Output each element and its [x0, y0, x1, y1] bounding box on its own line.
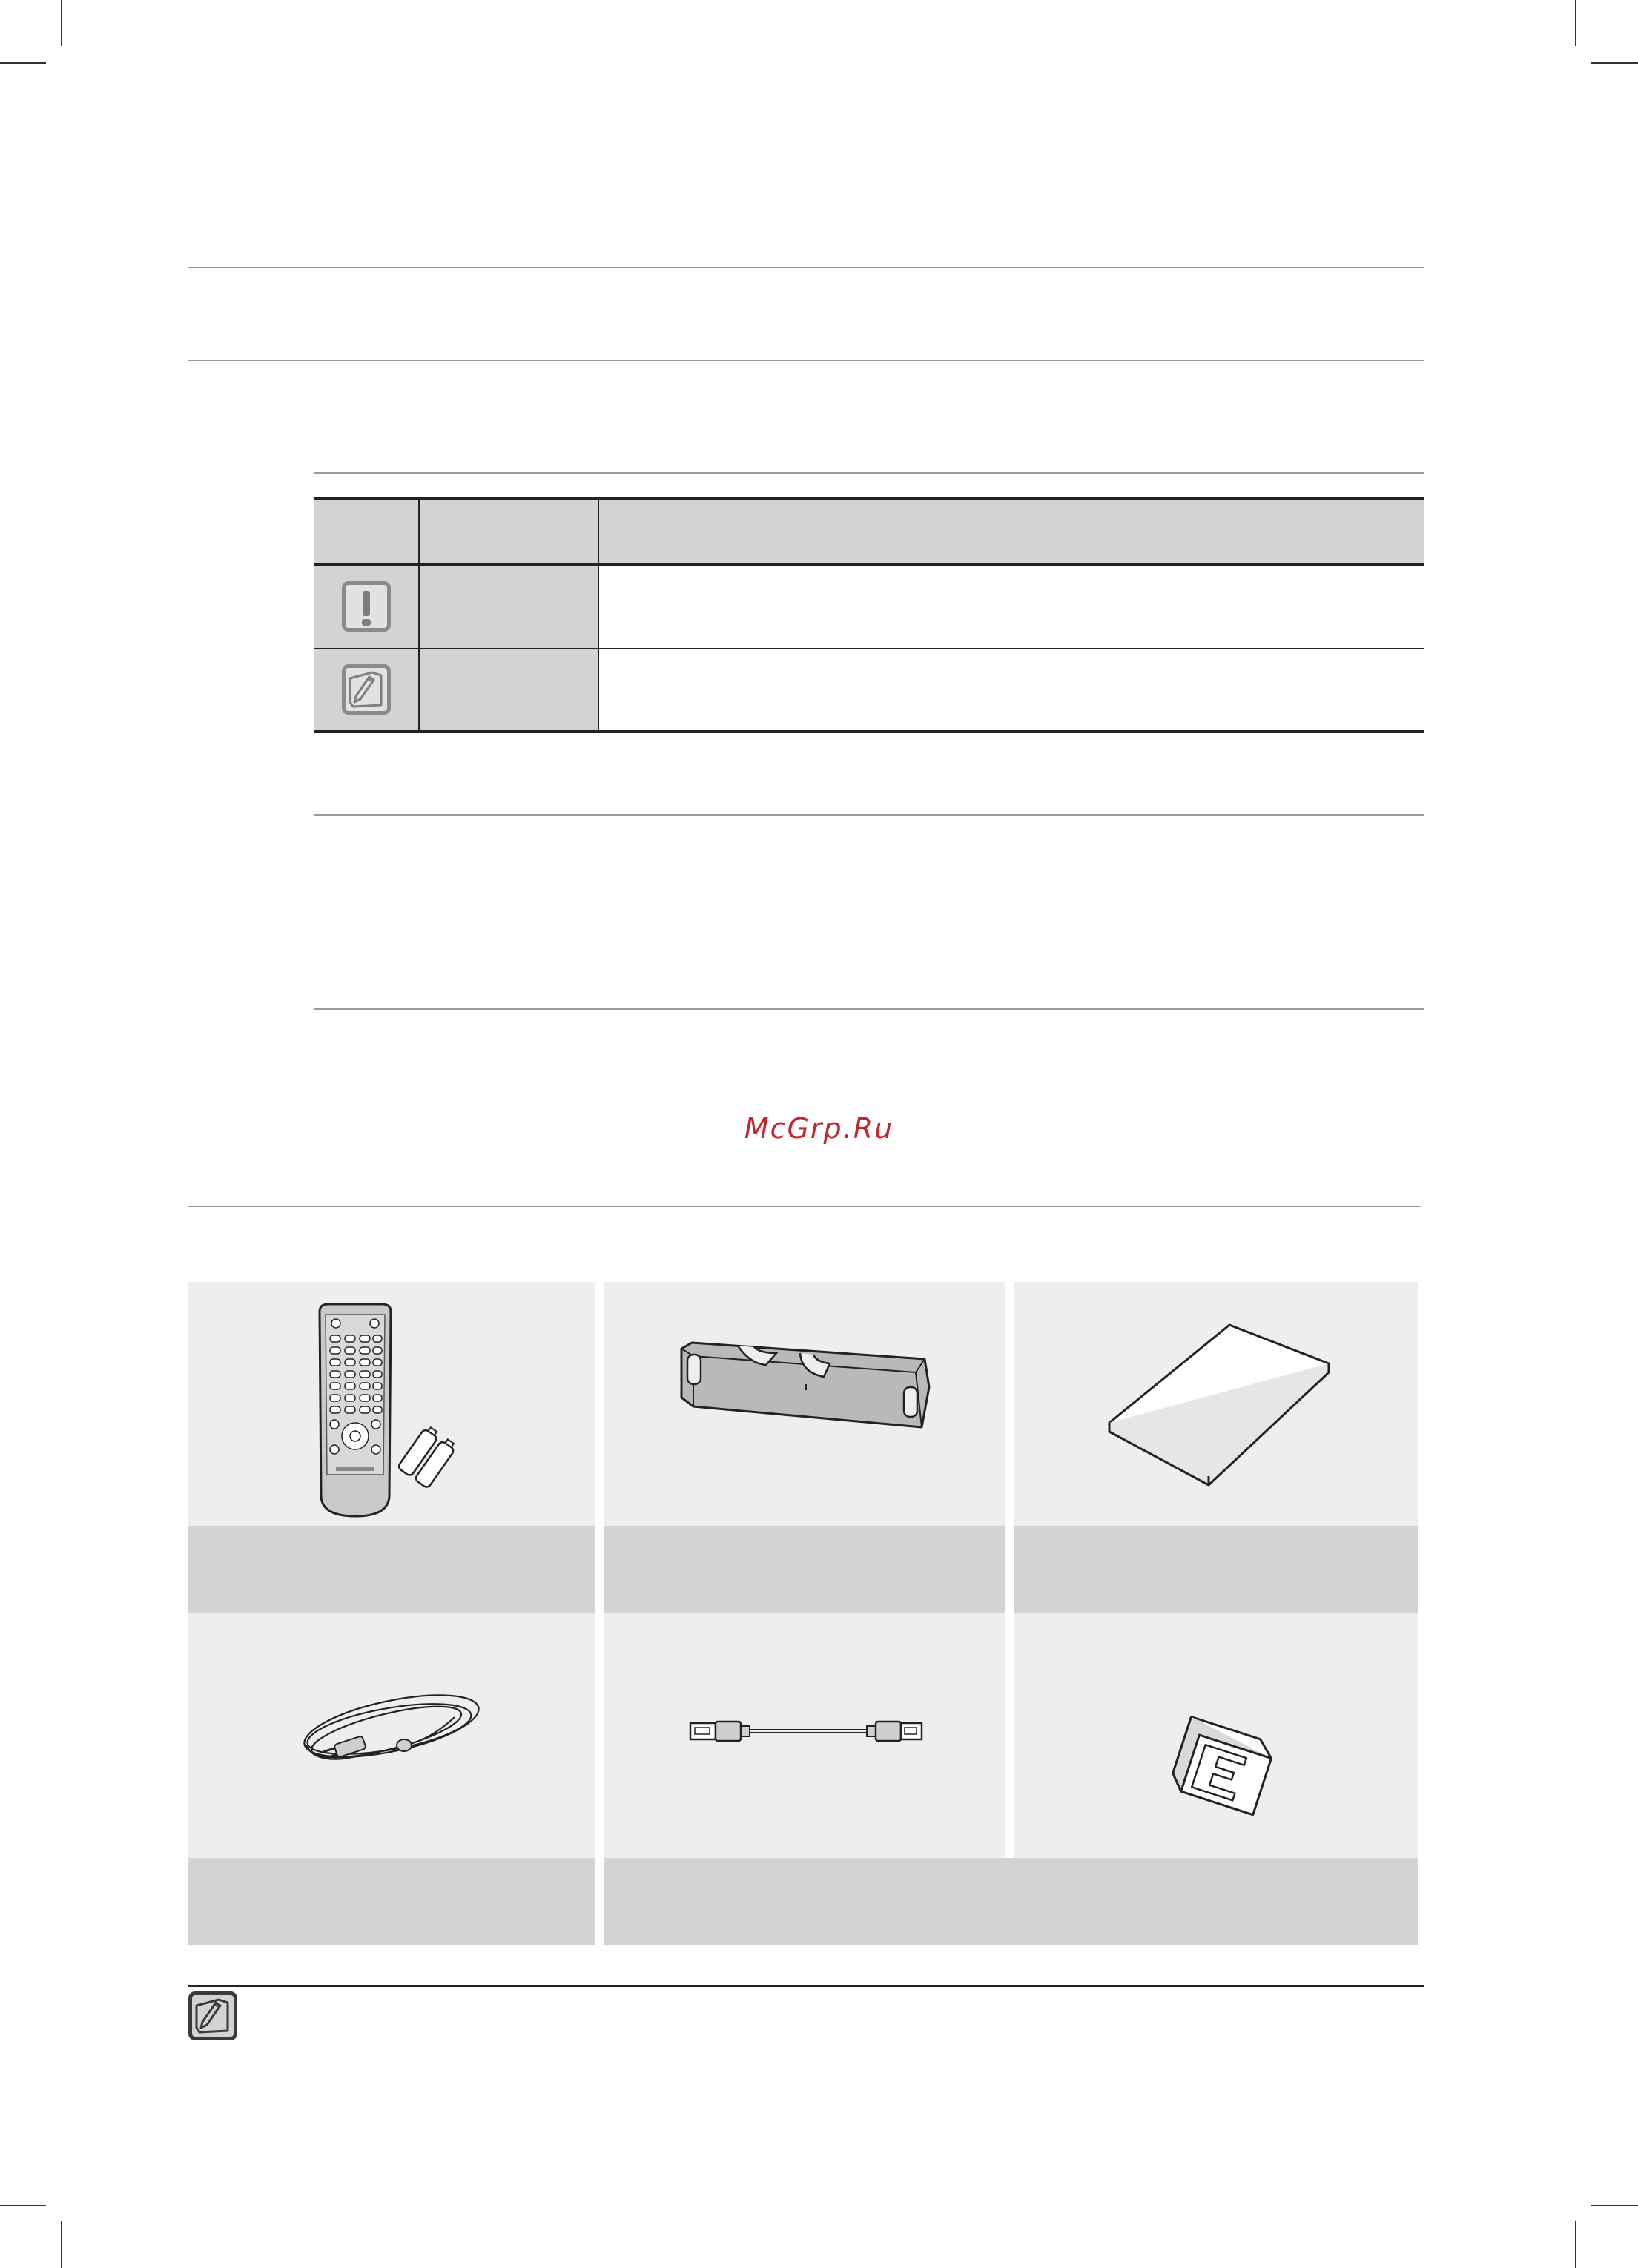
components-rule	[188, 1206, 1421, 1207]
watermark-text: McGrp.Ru	[744, 1112, 894, 1145]
table-header-row	[314, 500, 1424, 565]
component-label-bracket	[604, 1526, 1005, 1613]
header-rule-top	[188, 267, 1424, 268]
component-manual-cell	[1014, 1282, 1418, 1526]
component-remote-cell	[188, 1282, 595, 1526]
table-term-column	[420, 565, 598, 730]
component-ferrite-cell	[1014, 1613, 1418, 1858]
crop-mark	[1591, 62, 1638, 64]
section-rule	[314, 814, 1424, 816]
power-cord-icon	[188, 1613, 595, 1858]
table-header-separator	[314, 563, 1424, 566]
note-rule	[188, 1985, 1424, 1987]
component-label-usb-ferrite	[604, 1858, 1418, 1945]
crop-mark	[0, 2205, 46, 2206]
component-bracket-cell	[604, 1282, 1005, 1526]
crop-mark	[1591, 2205, 1638, 2206]
crop-mark	[61, 0, 62, 46]
table-divider	[598, 500, 599, 730]
user-manual-booklet-icon	[1014, 1282, 1418, 1526]
table-bottom-border	[314, 730, 1424, 733]
header-rule-bottom	[188, 360, 1424, 361]
section-rule	[314, 472, 1424, 474]
component-label-remote	[188, 1526, 595, 1613]
icon-legend-table	[314, 497, 1424, 733]
wall-mount-bracket-icon	[604, 1282, 1005, 1526]
crop-mark	[1575, 2221, 1576, 2268]
crop-mark	[61, 2221, 62, 2268]
ferrite-core-icon	[1014, 1613, 1418, 1858]
usb-cable-icon	[604, 1613, 1005, 1858]
component-label-powercord	[188, 1858, 595, 1945]
section-rule	[314, 1008, 1424, 1010]
remote-control-with-batteries-icon	[188, 1282, 595, 1526]
caution-dot	[362, 619, 371, 626]
crop-mark	[0, 62, 46, 64]
caution-icon	[342, 581, 391, 632]
component-usb-cell	[604, 1613, 1005, 1858]
table-row-separator	[314, 648, 1424, 649]
component-label-manual	[1014, 1526, 1418, 1613]
note-icon	[342, 664, 391, 715]
note-icon	[188, 1991, 237, 2040]
crop-mark	[1575, 0, 1576, 46]
table-divider	[418, 500, 420, 730]
component-powercord-cell	[188, 1613, 595, 1858]
caution-glyph	[363, 591, 370, 616]
